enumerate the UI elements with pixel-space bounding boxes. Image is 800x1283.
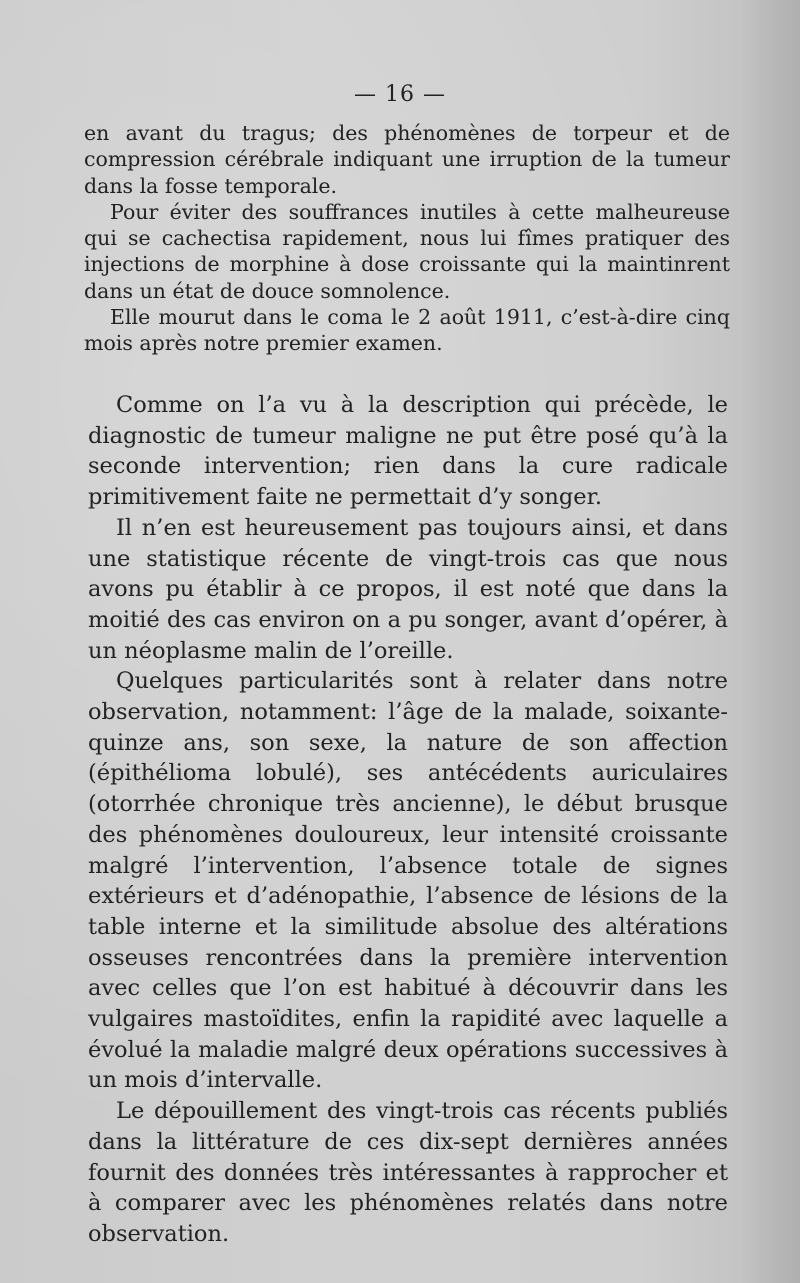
paragraph-continuation: en avant du tragus; des phénomènes de torpeur et de compression cérébrale indiquant une irruption de la tumeur dans la fosse temporale. (84, 121, 730, 198)
paragraph-review: Le dépouillement des vingt-trois cas récents publiés dans la littérature de ces dix-sept dernières années fournit des données très intéressantes à rapprocher et à comparer avec les phénomènes relatés dans notre observation. (88, 1098, 728, 1247)
main-text-block (88, 390, 728, 1250)
paragraph-statistics: Il n’en est heureusement pas toujours ainsi, et dans une statistique récente de vingt-trois cas que nous avons pu établir à ce propos, il est noté que dans la moitié des cas environ on a pu songer, avant d’opérer, à un néoplasme malin de l’oreille. (88, 514, 728, 664)
paragraph-diagnosis: Comme on l’a vu à la description qui précède, le diagnostic de tumeur maligne ne put être posé qu’à la seconde intervention; rien dans la cure radicale primitivement faite ne permettait d’y songer. (88, 392, 728, 511)
paragraph-death: Elle mourut dans le coma le 2 août 1911, c’est-à-dire cinq mois après notre premier examen. (84, 305, 730, 356)
paragraph-morphine: Pour éviter des souffrances inutiles à cette malheureuse qui se cachectisa rapidement, nous lui fîmes pratiquer des injections de morphine à dose croissante qui la maintinrent dans un état de douce somnolence. (84, 199, 730, 303)
page-number: — 16 — (354, 82, 446, 107)
page-edge-shadow (740, 0, 800, 1283)
top-text-block (84, 120, 730, 357)
paragraph-particularities: Quelques particularités sont à relater dans notre observation, notamment: l’âge de la malade, soixante-quinze ans, son sexe, la nature de son affection (épithélioma lobulé), ses antécédents auriculaires (otorrhée chronique très ancienne), le début brusque des phénomènes douloureux, leur intensité croissante malgré l’intervention, l’absence totale de signes extérieurs et d’adénopathie, l’absence de lésions de la table interne et la similitude absolue des altérations osseuses rencontrées dans la première intervention avec celles que l’on est habitué à découvrir dans les vulgaires mastoïdites, enfin la rapidité avec laquelle a évolué la maladie malgré deux opérations successives à un mois d’intervalle. (88, 668, 728, 1094)
